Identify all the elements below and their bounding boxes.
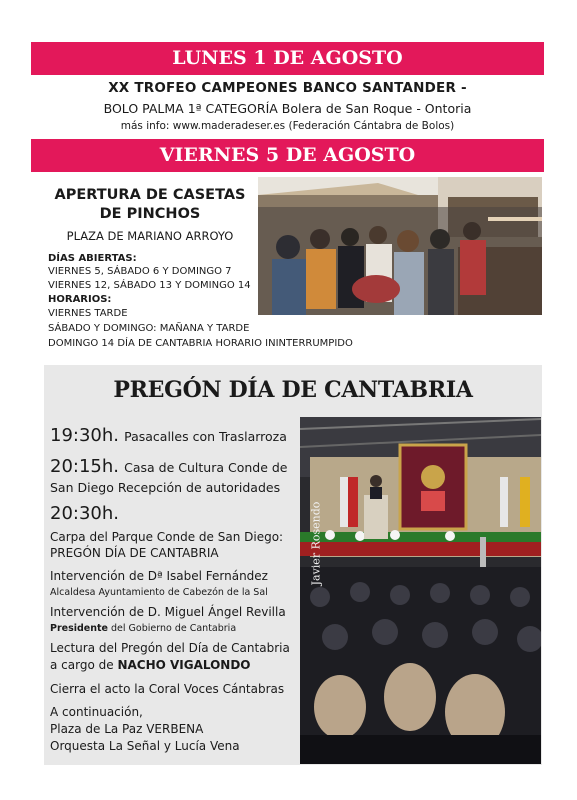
event-text: Casa de Cultura Conde de <box>124 460 288 475</box>
horarios-line: DOMINGO 14 DÍA DE CANTABRIA HORARIO ININTERRUMPIDO <box>48 338 353 349</box>
event-time-2030: 20:30h. <box>50 503 120 524</box>
intervencion-1: Intervención de Dª Isabel Fernández <box>50 569 268 583</box>
casetas-title-line2: DE PINCHOS <box>99 206 201 222</box>
verbena-line: Plaza de La Paz VERBENA <box>50 722 204 736</box>
event-2015 <box>50 456 298 477</box>
horarios-line: VIERNES TARDE <box>48 308 128 319</box>
lectura-line <box>50 658 298 672</box>
role-text: del Gobierno de Cantabria <box>108 623 237 634</box>
event-1930 <box>50 425 298 446</box>
lectura-prefix: a cargo de <box>50 658 118 672</box>
casetas-place: PLAZA DE MARIANO ARROYO <box>66 229 234 243</box>
dias-label: DÍAS ABIERTAS: <box>48 253 137 264</box>
continuacion-line: A continuación, <box>50 705 143 719</box>
casetas-title <box>46 186 254 224</box>
trofeo-title: XX TROFEO CAMPEONES BANCO SANTANDER - <box>108 80 467 96</box>
event-time: 19:30h. <box>50 425 120 446</box>
banner-viernes: VIERNES 5 DE AGOSTO <box>31 139 544 172</box>
intervencion-2-role <box>50 623 298 634</box>
trofeo-info: más info: www.maderadeser.es (Federación Cántabra de Bolos) <box>120 120 455 132</box>
event-text-line: Carpa del Parque Conde de San Diego: <box>50 530 284 544</box>
photo-credit: Javier Rosendo <box>309 501 323 586</box>
lectura-line: Lectura del Pregón del Día de Cantabria <box>50 641 290 655</box>
dias-line: VIERNES 12, SÁBADO 13 Y DOMINGO 14 <box>48 280 251 291</box>
trofeo-line: BOLO PALMA 1ª CATEGORÍA Bolera de San Roque - Ontoria <box>103 101 472 116</box>
casetas-photo <box>258 177 542 315</box>
horarios-label: HORARIOS: <box>48 294 112 305</box>
pregonero-name: NACHO VIGALONDO <box>117 658 251 672</box>
event-time: 20:15h. <box>50 456 120 477</box>
event-text-line: San Diego Recepción de autoridades <box>50 480 281 495</box>
pregon-title: PREGÓN DÍA DE CANTABRIA <box>113 377 473 403</box>
role-bold: Presidente <box>50 623 108 634</box>
event-text-line: PREGÓN DÍA DE CANTABRIA <box>50 546 219 560</box>
casetas-title-line1: APERTURA DE CASETAS <box>54 187 246 203</box>
pregon-photo <box>300 417 541 764</box>
cierre-line: Cierra el acto la Coral Voces Cántabras <box>50 682 285 696</box>
horarios-line: SÁBADO Y DOMINGO: MAÑANA Y TARDE <box>48 323 250 334</box>
intervencion-2: Intervención de D. Miguel Ángel Revilla <box>50 605 286 619</box>
dias-line: VIERNES 5, SÁBADO 6 Y DOMINGO 7 <box>48 266 232 277</box>
event-text: Pasacalles con Traslarroza <box>124 429 287 444</box>
orquesta-line: Orquesta La Señal y Lucía Vena <box>50 739 240 753</box>
banner-lunes: LUNES 1 DE AGOSTO <box>31 42 544 75</box>
intervencion-1-role: Alcaldesa Ayuntamiento de Cabezón de la Sal <box>50 587 268 598</box>
